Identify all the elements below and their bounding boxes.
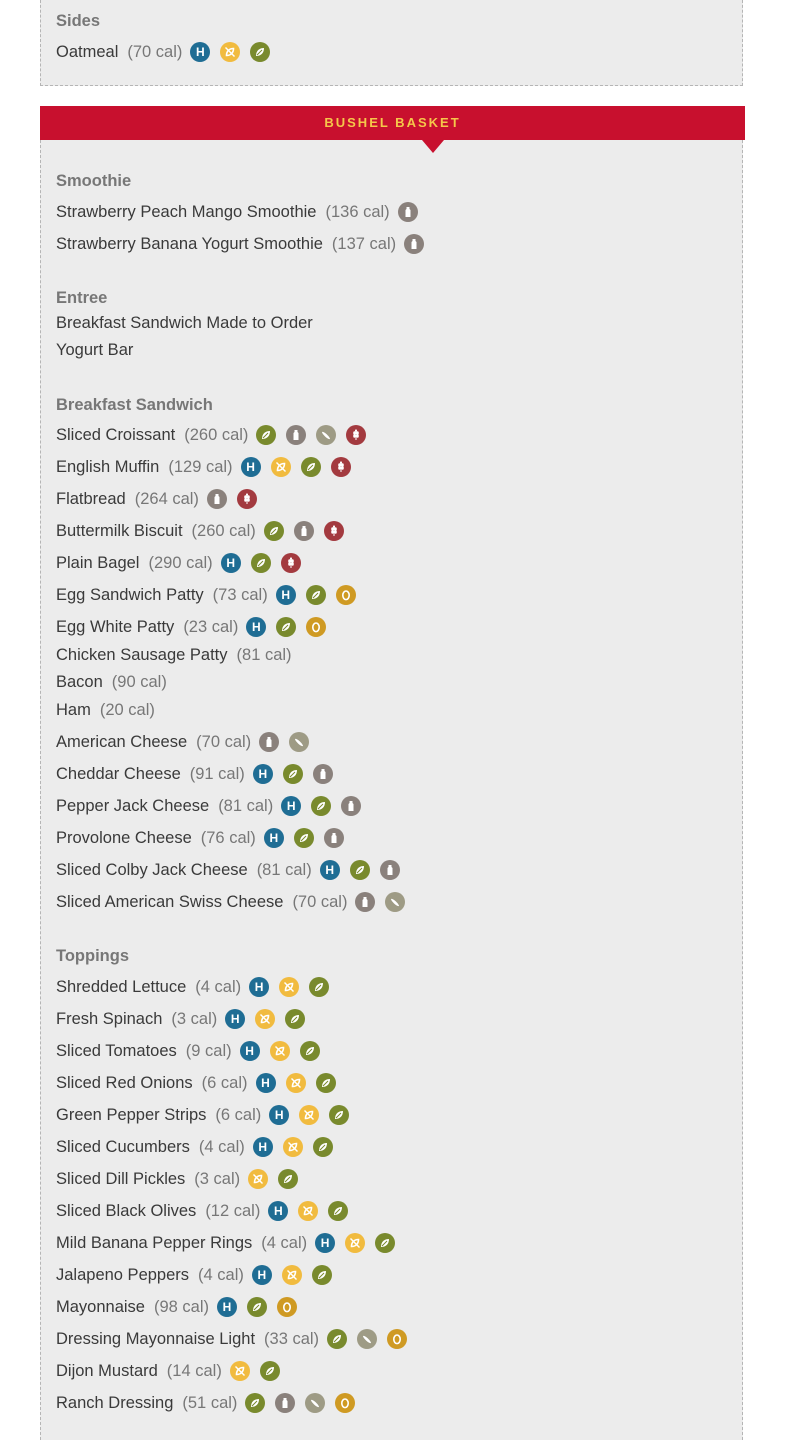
menu-item-name: Ham — [56, 700, 91, 719]
soy-bean-icon[interactable] — [385, 892, 405, 912]
menu-item-calories: (14 cal) — [166, 1361, 222, 1380]
egg-icon[interactable] — [306, 617, 326, 637]
section-heading-toppings: Toppings — [56, 947, 130, 965]
menu-item — [56, 1007, 305, 1031]
menu-item-calories: (70 cal) — [292, 892, 348, 911]
menu-item-name: Jalapeno Peppers — [56, 1265, 190, 1284]
vegan-icon[interactable] — [220, 42, 240, 62]
milk-bottle-icon[interactable] — [341, 796, 361, 816]
menu-item-calories: (81 cal) — [236, 645, 292, 664]
dietary-icons — [264, 521, 344, 541]
vegan-icon[interactable] — [282, 1265, 302, 1285]
milk-bottle-icon[interactable] — [275, 1393, 295, 1413]
dietary-icons — [249, 977, 329, 997]
menu-item-name: Dijon Mustard — [56, 1361, 158, 1380]
menu-item-calories: (260 cal) — [184, 425, 249, 444]
egg-icon[interactable] — [387, 1329, 407, 1349]
healthy-icon[interactable]: H — [256, 1073, 276, 1093]
dietary-icons — [248, 1169, 298, 1189]
menu-item — [56, 338, 133, 362]
menu-item — [56, 1167, 298, 1191]
menu-item-calories: (4 cal) — [195, 977, 242, 996]
menu-item — [56, 583, 356, 607]
healthy-icon[interactable]: H — [268, 1201, 288, 1221]
milk-bottle-icon[interactable] — [313, 764, 333, 784]
menu-item — [56, 455, 351, 479]
menu-item — [56, 794, 361, 818]
menu-item-name: Breakfast Sandwich Made to Order — [56, 313, 313, 332]
menu-item-name: Shredded Lettuce — [56, 977, 187, 996]
menu-item-calories: (3 cal) — [194, 1169, 241, 1188]
menu-item — [56, 1135, 333, 1159]
vegetarian-leaf-icon[interactable] — [350, 860, 370, 880]
vegetarian-leaf-icon[interactable] — [250, 42, 270, 62]
healthy-icon[interactable]: H — [221, 553, 241, 573]
healthy-icon[interactable]: H — [252, 1265, 272, 1285]
egg-icon[interactable] — [336, 585, 356, 605]
vegetarian-leaf-icon[interactable] — [375, 1233, 395, 1253]
menu-item-name: Yogurt Bar — [56, 340, 134, 359]
menu-item — [56, 40, 270, 64]
vegetarian-leaf-icon[interactable] — [245, 1393, 265, 1413]
menu-item-name: Bacon — [56, 672, 103, 691]
milk-bottle-icon[interactable] — [207, 489, 227, 509]
menu-item-calories: (260 cal) — [191, 521, 256, 540]
milk-bottle-icon[interactable] — [324, 828, 344, 848]
dietary-icons — [245, 1393, 355, 1413]
menu-item — [56, 423, 366, 447]
dietary-icons — [252, 1265, 332, 1285]
menu-item-calories: (98 cal) — [153, 1297, 210, 1316]
dietary-icons — [240, 1041, 320, 1061]
menu-item — [56, 1231, 395, 1255]
dietary-icons — [190, 42, 270, 62]
milk-bottle-icon[interactable] — [404, 234, 424, 254]
menu-item — [56, 1359, 280, 1383]
menu-item — [56, 670, 167, 694]
menu-item-calories: (76 cal) — [200, 828, 256, 847]
milk-bottle-icon[interactable] — [259, 732, 279, 752]
dietary-icons — [269, 1105, 349, 1125]
menu-item-name: Sliced Colby Jack Cheese — [56, 860, 248, 879]
dietary-icons — [259, 732, 309, 752]
menu-item-name: Flatbread — [56, 489, 126, 508]
dietary-icons — [225, 1009, 305, 1029]
menu-item-name: Strawberry Banana Yogurt Smoothie — [56, 234, 323, 253]
menu-item-calories: (20 cal) — [99, 700, 155, 719]
menu-item-name: Oatmeal — [56, 42, 119, 61]
menu-item — [56, 1039, 320, 1063]
vegan-icon[interactable] — [279, 977, 299, 997]
menu-item — [56, 890, 405, 914]
vegan-icon[interactable] — [299, 1105, 319, 1125]
dietary-icons — [230, 1361, 280, 1381]
vegan-icon[interactable] — [345, 1233, 365, 1253]
menu-item-calories: (264 cal) — [134, 489, 199, 508]
vegetarian-leaf-icon[interactable] — [294, 828, 314, 848]
banner-title: BUSHEL BASKET — [324, 115, 461, 130]
vegan-icon[interactable] — [298, 1201, 318, 1221]
dietary-icons — [315, 1233, 395, 1253]
vegetarian-leaf-icon[interactable] — [316, 1073, 336, 1093]
menu-item — [56, 232, 424, 256]
vegan-icon[interactable] — [230, 1361, 250, 1381]
menu-item — [56, 975, 329, 999]
menu-item-calories: (81 cal) — [218, 796, 274, 815]
menu-item — [56, 1391, 355, 1415]
menu-item — [56, 1263, 332, 1287]
menu-item — [56, 762, 333, 786]
menu-item-calories: (33 cal) — [264, 1329, 320, 1348]
menu-item-name: Green Pepper Strips — [56, 1105, 207, 1124]
vegetarian-leaf-icon[interactable] — [256, 425, 276, 445]
dietary-icons — [320, 860, 400, 880]
menu-item-name: Buttermilk Biscuit — [56, 521, 183, 540]
menu-item-calories: (73 cal) — [212, 585, 268, 604]
dietary-icons — [207, 489, 257, 509]
vegetarian-leaf-icon[interactable] — [300, 1041, 320, 1061]
menu-item — [56, 826, 344, 850]
menu-item — [56, 1103, 349, 1127]
menu-item-calories: (90 cal) — [111, 672, 167, 691]
menu-item-name: Provolone Cheese — [56, 828, 192, 847]
healthy-icon[interactable]: H — [246, 617, 266, 637]
healthy-icon[interactable]: H — [281, 796, 301, 816]
vegetarian-leaf-icon[interactable] — [264, 521, 284, 541]
menu-item-name: Cheddar Cheese — [56, 764, 181, 783]
vegetarian-leaf-icon[interactable] — [313, 1137, 333, 1157]
menu-item-name: Pepper Jack Cheese — [56, 796, 210, 815]
menu-item-name: Egg Sandwich Patty — [56, 585, 204, 604]
healthy-icon[interactable]: H — [253, 1137, 273, 1157]
dietary-icons — [264, 828, 344, 848]
menu-item-name: Ranch Dressing — [56, 1393, 174, 1412]
wheat-icon[interactable] — [281, 553, 301, 573]
menu-item-name: Mild Banana Pepper Rings — [56, 1233, 253, 1252]
menu-item-name: Chicken Sausage Patty — [56, 645, 228, 664]
dietary-icons — [256, 425, 366, 445]
menu-item — [56, 487, 257, 511]
vegan-icon[interactable] — [283, 1137, 303, 1157]
soy-bean-icon[interactable] — [357, 1329, 377, 1349]
menu-item-calories: (6 cal) — [201, 1073, 248, 1092]
vegan-icon[interactable] — [270, 1041, 290, 1061]
menu-item-calories: (136 cal) — [325, 202, 390, 221]
healthy-icon[interactable]: H — [253, 764, 273, 784]
wheat-icon[interactable] — [346, 425, 366, 445]
vegetarian-leaf-icon[interactable] — [329, 1105, 349, 1125]
soy-bean-icon[interactable] — [305, 1393, 325, 1413]
egg-icon[interactable] — [335, 1393, 355, 1413]
menu-item-calories: (290 cal) — [148, 553, 213, 572]
vegetarian-leaf-icon[interactable] — [276, 617, 296, 637]
menu-item-calories: (51 cal) — [182, 1393, 238, 1412]
menu-item — [56, 1071, 336, 1095]
menu-item-name: Fresh Spinach — [56, 1009, 163, 1028]
menu-item-calories: (70 cal) — [127, 42, 183, 61]
menu-item-name: Sliced Tomatoes — [56, 1041, 177, 1060]
dietary-icons — [355, 892, 405, 912]
menu-item — [56, 615, 326, 639]
menu-item-name: Sliced Black Olives — [56, 1201, 197, 1220]
dietary-icons — [327, 1329, 407, 1349]
section-heading-smoothie: Smoothie — [56, 172, 132, 190]
menu-item-calories: (91 cal) — [189, 764, 245, 783]
vegetarian-leaf-icon[interactable] — [283, 764, 303, 784]
milk-bottle-icon[interactable] — [398, 202, 418, 222]
healthy-icon[interactable]: H — [276, 585, 296, 605]
vegetarian-leaf-icon[interactable] — [306, 585, 326, 605]
healthy-icon[interactable]: H — [217, 1297, 237, 1317]
menu-item-name: Strawberry Peach Mango Smoothie — [56, 202, 317, 221]
vegan-icon[interactable] — [286, 1073, 306, 1093]
vegan-icon[interactable] — [271, 457, 291, 477]
healthy-icon[interactable]: H — [241, 457, 261, 477]
healthy-icon[interactable]: H — [240, 1041, 260, 1061]
vegetarian-leaf-icon[interactable] — [309, 977, 329, 997]
menu-item-name: American Cheese — [56, 732, 188, 751]
dietary-icons — [246, 617, 326, 637]
menu-item — [56, 730, 309, 754]
milk-bottle-icon[interactable] — [355, 892, 375, 912]
section-heading-sides: Sides — [56, 12, 101, 30]
menu-item-name: English Muffin — [56, 457, 160, 476]
menu-item-calories: (137 cal) — [331, 234, 397, 253]
vegetarian-leaf-icon[interactable] — [278, 1169, 298, 1189]
healthy-icon[interactable]: H — [225, 1009, 245, 1029]
dietary-icons — [268, 1201, 348, 1221]
menu-item — [56, 311, 313, 335]
vegetarian-leaf-icon[interactable] — [311, 796, 331, 816]
healthy-icon[interactable]: H — [315, 1233, 335, 1253]
banner-arrow — [422, 140, 444, 153]
healthy-icon[interactable]: H — [320, 860, 340, 880]
menu-item — [56, 551, 301, 575]
menu-item-calories: (4 cal) — [198, 1137, 245, 1156]
vegetarian-leaf-icon[interactable] — [312, 1265, 332, 1285]
vegetarian-leaf-icon[interactable] — [247, 1297, 267, 1317]
dietary-icons — [281, 796, 361, 816]
vegetarian-leaf-icon[interactable] — [301, 457, 321, 477]
vegan-icon[interactable] — [255, 1009, 275, 1029]
vegetarian-leaf-icon[interactable] — [260, 1361, 280, 1381]
menu-item-calories: (3 cal) — [171, 1009, 218, 1028]
menu-item — [56, 200, 418, 224]
dietary-icons — [241, 457, 351, 477]
menu-item-name: Sliced Red Onions — [56, 1073, 193, 1092]
menu-item-name: Mayonnaise — [56, 1297, 145, 1316]
vegetarian-leaf-icon[interactable] — [328, 1201, 348, 1221]
wheat-icon[interactable] — [237, 489, 257, 509]
menu-item-name: Egg White Patty — [56, 617, 175, 636]
menu-item — [56, 1295, 297, 1319]
menu-item — [56, 519, 344, 543]
milk-bottle-icon[interactable] — [286, 425, 306, 445]
soy-bean-icon[interactable] — [289, 732, 309, 752]
wheat-icon[interactable] — [324, 521, 344, 541]
dietary-icons — [398, 202, 418, 222]
menu-item-name: Plain Bagel — [56, 553, 140, 572]
menu-item-calories: (70 cal) — [196, 732, 252, 751]
soy-bean-icon[interactable] — [316, 425, 336, 445]
dietary-icons — [221, 553, 301, 573]
vegetarian-leaf-icon[interactable] — [327, 1329, 347, 1349]
section-heading-breakfast-sandwich: Breakfast Sandwich — [56, 396, 213, 414]
menu-item-name: Sliced American Swiss Cheese — [56, 892, 284, 911]
milk-bottle-icon[interactable] — [294, 521, 314, 541]
menu-item — [56, 1327, 407, 1351]
menu-item — [56, 698, 155, 722]
egg-icon[interactable] — [277, 1297, 297, 1317]
healthy-icon[interactable]: H — [249, 977, 269, 997]
milk-bottle-icon[interactable] — [380, 860, 400, 880]
menu-item-name: Sliced Cucumbers — [56, 1137, 190, 1156]
healthy-icon[interactable]: H — [269, 1105, 289, 1125]
menu-item-calories: (81 cal) — [256, 860, 312, 879]
dietary-icons — [276, 585, 356, 605]
vegetarian-leaf-icon[interactable] — [285, 1009, 305, 1029]
menu-item-name: Dressing Mayonnaise Light — [56, 1329, 256, 1348]
section-heading-entree: Entree — [56, 289, 108, 307]
dietary-icons — [253, 1137, 333, 1157]
dietary-icons — [404, 234, 424, 254]
dietary-icons — [256, 1073, 336, 1093]
healthy-icon[interactable]: H — [264, 828, 284, 848]
menu-item-calories: (129 cal) — [168, 457, 233, 476]
vegan-icon[interactable] — [248, 1169, 268, 1189]
dietary-icons — [217, 1297, 297, 1317]
wheat-icon[interactable] — [331, 457, 351, 477]
healthy-icon[interactable]: H — [190, 42, 210, 62]
menu-item-calories: (4 cal) — [261, 1233, 308, 1252]
menu-item-name: Sliced Dill Pickles — [56, 1169, 186, 1188]
menu-item — [56, 1199, 348, 1223]
menu-item-calories: (6 cal) — [215, 1105, 262, 1124]
menu-item-calories: (4 cal) — [198, 1265, 244, 1284]
menu-item-calories: (12 cal) — [205, 1201, 261, 1220]
vegetarian-leaf-icon[interactable] — [251, 553, 271, 573]
menu-item-calories: (9 cal) — [185, 1041, 232, 1060]
menu-item-name: Sliced Croissant — [56, 425, 176, 444]
menu-item — [56, 858, 400, 882]
station-banner — [40, 106, 745, 140]
menu-item-calories: (23 cal) — [183, 617, 239, 636]
dietary-icons — [253, 764, 333, 784]
menu-item — [56, 643, 292, 667]
